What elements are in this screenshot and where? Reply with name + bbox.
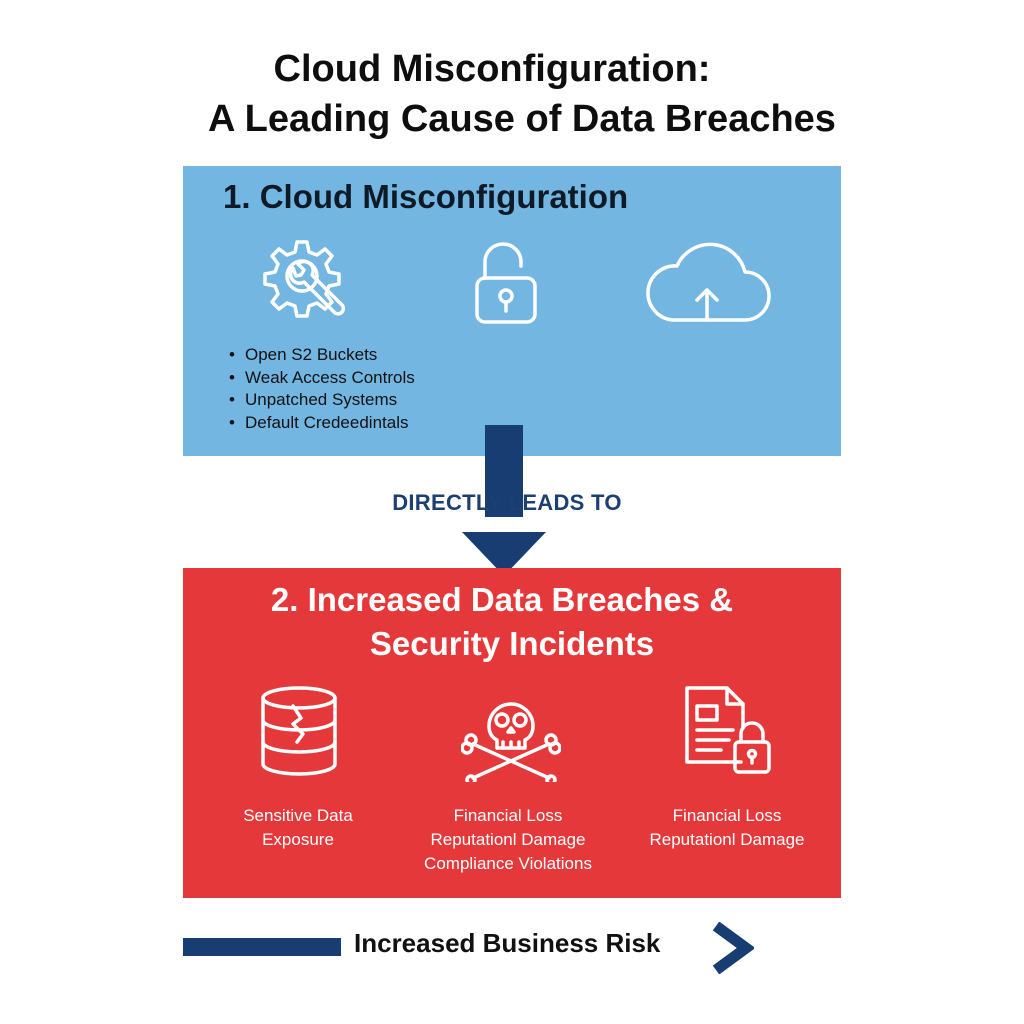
title-line-1: Cloud Misconfiguration: [273, 48, 711, 90]
breaches-heading-line-2: Security Incidents [369, 625, 655, 662]
breaches-heading-line-1: 2. Increased Data Breaches & [270, 581, 734, 618]
locked-document-icon [681, 684, 777, 784]
business-risk-label: Increased Business Risk [354, 928, 661, 958]
caption-data-exposure: Sensitive Data Exposure [243, 806, 353, 849]
cloud-upload-icon [643, 238, 773, 326]
page-title [0, 44, 1024, 144]
skull-crossbones-icon [461, 682, 561, 782]
breaches-panel [183, 568, 841, 898]
list-item: • Default Credeedintals [229, 412, 415, 435]
breaches-heading [183, 578, 841, 666]
caption-financial-reputation: Financial Loss Reputationl Damage [649, 806, 805, 849]
risk-bar [183, 938, 341, 956]
list-item: • Unpatched Systems [229, 389, 415, 412]
misconfiguration-list [229, 344, 415, 434]
title-line-2: A Leading Cause of Data Breaches [208, 98, 836, 140]
misconfiguration-panel [183, 166, 841, 456]
chevron-right-icon [712, 922, 754, 974]
gear-wrench-icon [257, 238, 353, 330]
list-item: • Weak Access Controls [229, 367, 415, 390]
connector-label: DIRECTLY LEADS TO [392, 490, 622, 515]
misconfiguration-heading: 1. Cloud Misconfiguration [223, 178, 629, 215]
open-padlock-icon [473, 238, 543, 326]
broken-database-icon [257, 684, 341, 778]
caption-financial-compliance: Financial Loss Reputationl Damage Compliance Violations [424, 806, 592, 873]
list-item: • Open S2 Buckets [229, 344, 415, 367]
